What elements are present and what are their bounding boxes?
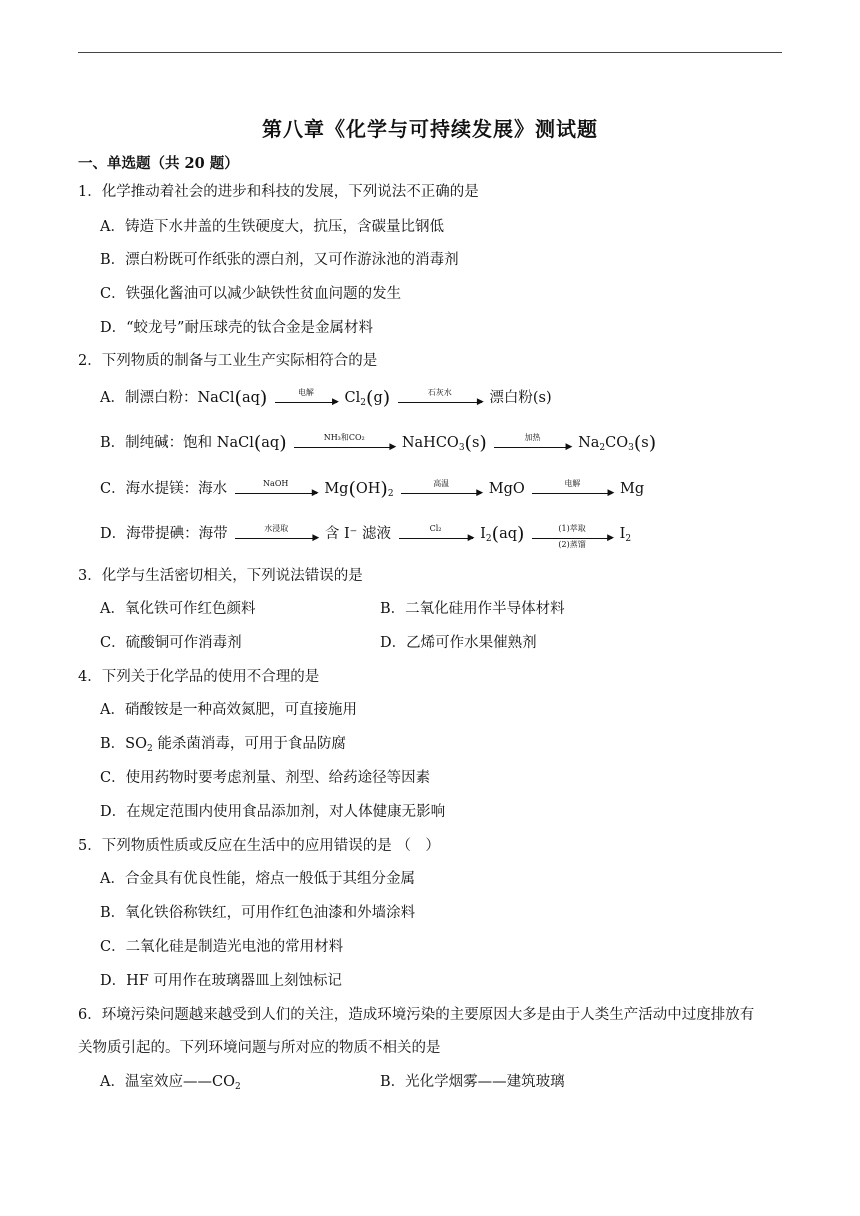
page-title: 第八章《化学与可持续发展》测试题 — [262, 117, 598, 141]
question-2-option-b[interactable]: B．制纯碱：饱和 NaCl(aq) NH₃和CO₂ ▶ NaHCO$_3$(s) 加热 ▶ $Na_2CO_3(s)$ — [100, 432, 657, 454]
question-3-option-c[interactable]: C．硫酸铜可作消毒剂 — [100, 635, 242, 651]
question-1-option-a[interactable]: A．铸造下水井盖的生铁硬度大，抗压，含碳量比钢低 — [100, 219, 444, 235]
reaction-arrow: 电解 ▶ — [275, 394, 337, 403]
question-5-option-d[interactable]: D．HF 可用作在玻璃器皿上刻蚀标记 — [100, 973, 342, 989]
reaction-arrow: 水浸取 ▶ — [235, 530, 317, 539]
question-1-option-b[interactable]: B．漂白粉既可作纸张的漂白剂，又可作游泳池的消毒剂 — [100, 252, 459, 268]
question-2-option-c[interactable]: C．海水提镁：海水 NaOH ▶ $Mg(OH)_2$ 高温 ▶ MgO 电解 ▶ Mg — [100, 478, 645, 500]
question-2-stem: 2．下列物质的制备与工业生产实际相符合的是 — [78, 353, 378, 369]
question-6-option-a[interactable]: A．温室效应$——CO_2$ — [100, 1074, 241, 1092]
question-3-stem: 3．化学与生活密切相关，下列说法错误的是 — [78, 568, 363, 584]
question-5-stem: 5．下列物质性质或反应在生活中的应用错误的是 （ ） — [78, 838, 440, 854]
question-4-option-b[interactable]: B．$SO_2$ 能杀菌消毒，可用于食品防腐 — [100, 736, 346, 754]
question-4-option-c[interactable]: C．使用药物时要考虑剂量、剂型、给药途径等因素 — [100, 770, 431, 786]
question-1-option-d[interactable]: D．“蛟龙号”耐压球壳的钛合金是金属材料 — [100, 320, 373, 336]
question-6-option-b[interactable]: B．光化学烟雾——建筑玻璃 — [380, 1074, 565, 1090]
question-5-option-a[interactable]: A．合金具有优良性能，熔点一般低于其组分金属 — [100, 871, 415, 887]
question-3-option-b[interactable]: B．二氧化硅用作半导体材料 — [380, 601, 565, 617]
question-4-stem: 4．下列关于化学品的使用不合理的是 — [78, 669, 320, 685]
section-heading: 一、单选题（共 20 题） — [78, 155, 239, 172]
question-5-option-c[interactable]: C．二氧化硅是制造光电池的常用材料 — [100, 939, 344, 955]
question-6-stem-line1: 6．环境污染问题越来越受到人们的关注，造成环境污染的主要原因大多是由于人类生产活动中过度排放有 — [78, 1007, 755, 1023]
reaction-arrow: NH₃和CO₂ ▶ — [294, 439, 394, 448]
reaction-arrow: (1)萃取 (2)蒸馏 ▶ — [532, 530, 612, 539]
question-1-stem: 1．化学推动着社会的进步和科技的发展，下列说法不正确的是 — [78, 184, 479, 200]
header-rule — [78, 52, 782, 53]
reaction-arrow: 石灰水 ▶ — [398, 394, 482, 403]
reaction-arrow: 加热 ▶ — [494, 439, 570, 448]
question-5-option-b[interactable]: B．氧化铁俗称铁红，可用作红色油漆和外墙涂料 — [100, 905, 416, 921]
question-2-option-d[interactable]: D．海带提碘：海带 水浸取 ▶ 含 I⁻ 滤液 Cl₂ ▶ $I_2(aq)$ (1)萃取 (2)蒸馏 ▶ $I_2$ — [100, 523, 632, 549]
question-3-option-d[interactable]: D．乙烯可作水果催熟剂 — [380, 635, 537, 651]
reaction-arrow: NaOH ▶ — [235, 485, 317, 494]
question-2-option-a[interactable]: A．制漂白粉：NaCl(aq) 电解 ▶ $Cl_2(g)$ 石灰水 ▶ 漂白粉(s) — [100, 387, 552, 409]
question-3-option-a[interactable]: A．氧化铁可作红色颜料 — [100, 601, 256, 617]
reaction-arrow: 电解 ▶ — [532, 485, 612, 494]
question-4-option-a[interactable]: A．硝酸铵是一种高效氮肥，可直接施用 — [100, 702, 357, 718]
question-6-stem-line2: 关物质引起的。下列环境问题与所对应的物质不相关的是 — [78, 1040, 441, 1056]
question-1-option-c[interactable]: C．铁强化酱油可以减少缺铁性贫血问题的发生 — [100, 286, 402, 302]
reaction-arrow: 高温 ▶ — [401, 485, 481, 494]
reaction-arrow: Cl₂ ▶ — [399, 530, 473, 539]
question-4-option-d[interactable]: D．在规定范围内使用食品添加剂，对人体健康无影响 — [100, 804, 446, 820]
